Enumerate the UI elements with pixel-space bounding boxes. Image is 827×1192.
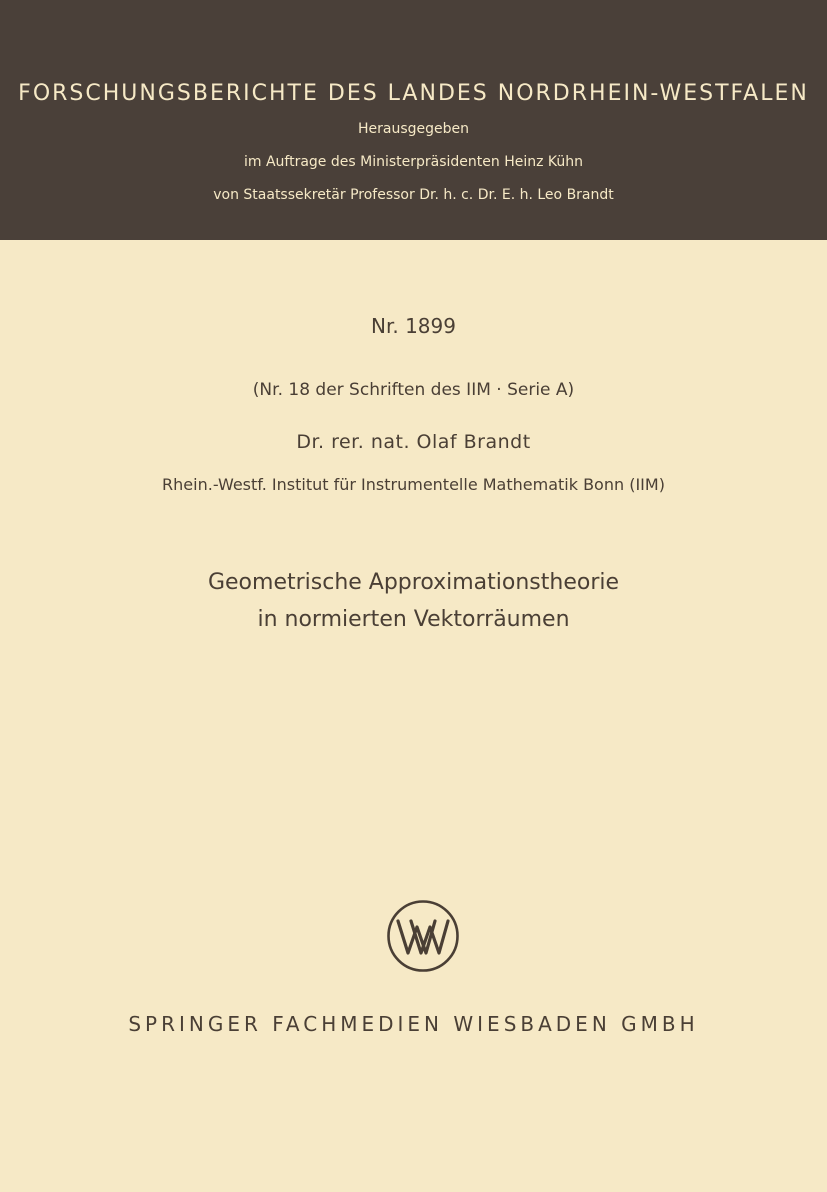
- publisher-name: SPRINGER FACHMEDIEN WIESBADEN GMBH: [128, 1012, 699, 1036]
- series-title: FORSCHUNGSBERICHTE DES LANDES NORDRHEIN-WESTFALEN: [18, 81, 809, 106]
- secretary-line: von Staatssekretär Professor Dr. h. c. Dr. E. h. Leo Brandt: [213, 187, 614, 203]
- commission-line: im Auftrage des Ministerpräsidenten Heinz Kühn: [243, 154, 584, 170]
- subseries-note: (Nr. 18 der Schriften des IIM · Serie A): [252, 380, 575, 400]
- ww-logo-icon: [386, 899, 460, 973]
- author-institute: Rhein.-Westf. Institut für Instrumentelle Mathematik Bonn (IIM): [162, 475, 665, 494]
- editor-line: Herausgegeben: [357, 121, 469, 137]
- book-title-line-1: Geometrische Approximationstheorie: [207, 570, 620, 595]
- header-band: [0, 0, 827, 240]
- volume-number: Nr. 1899: [371, 314, 456, 338]
- book-title-line-2: in normierten Vektorräumen: [257, 607, 570, 632]
- author-name: Dr. rer. nat. Olaf Brandt: [296, 431, 531, 453]
